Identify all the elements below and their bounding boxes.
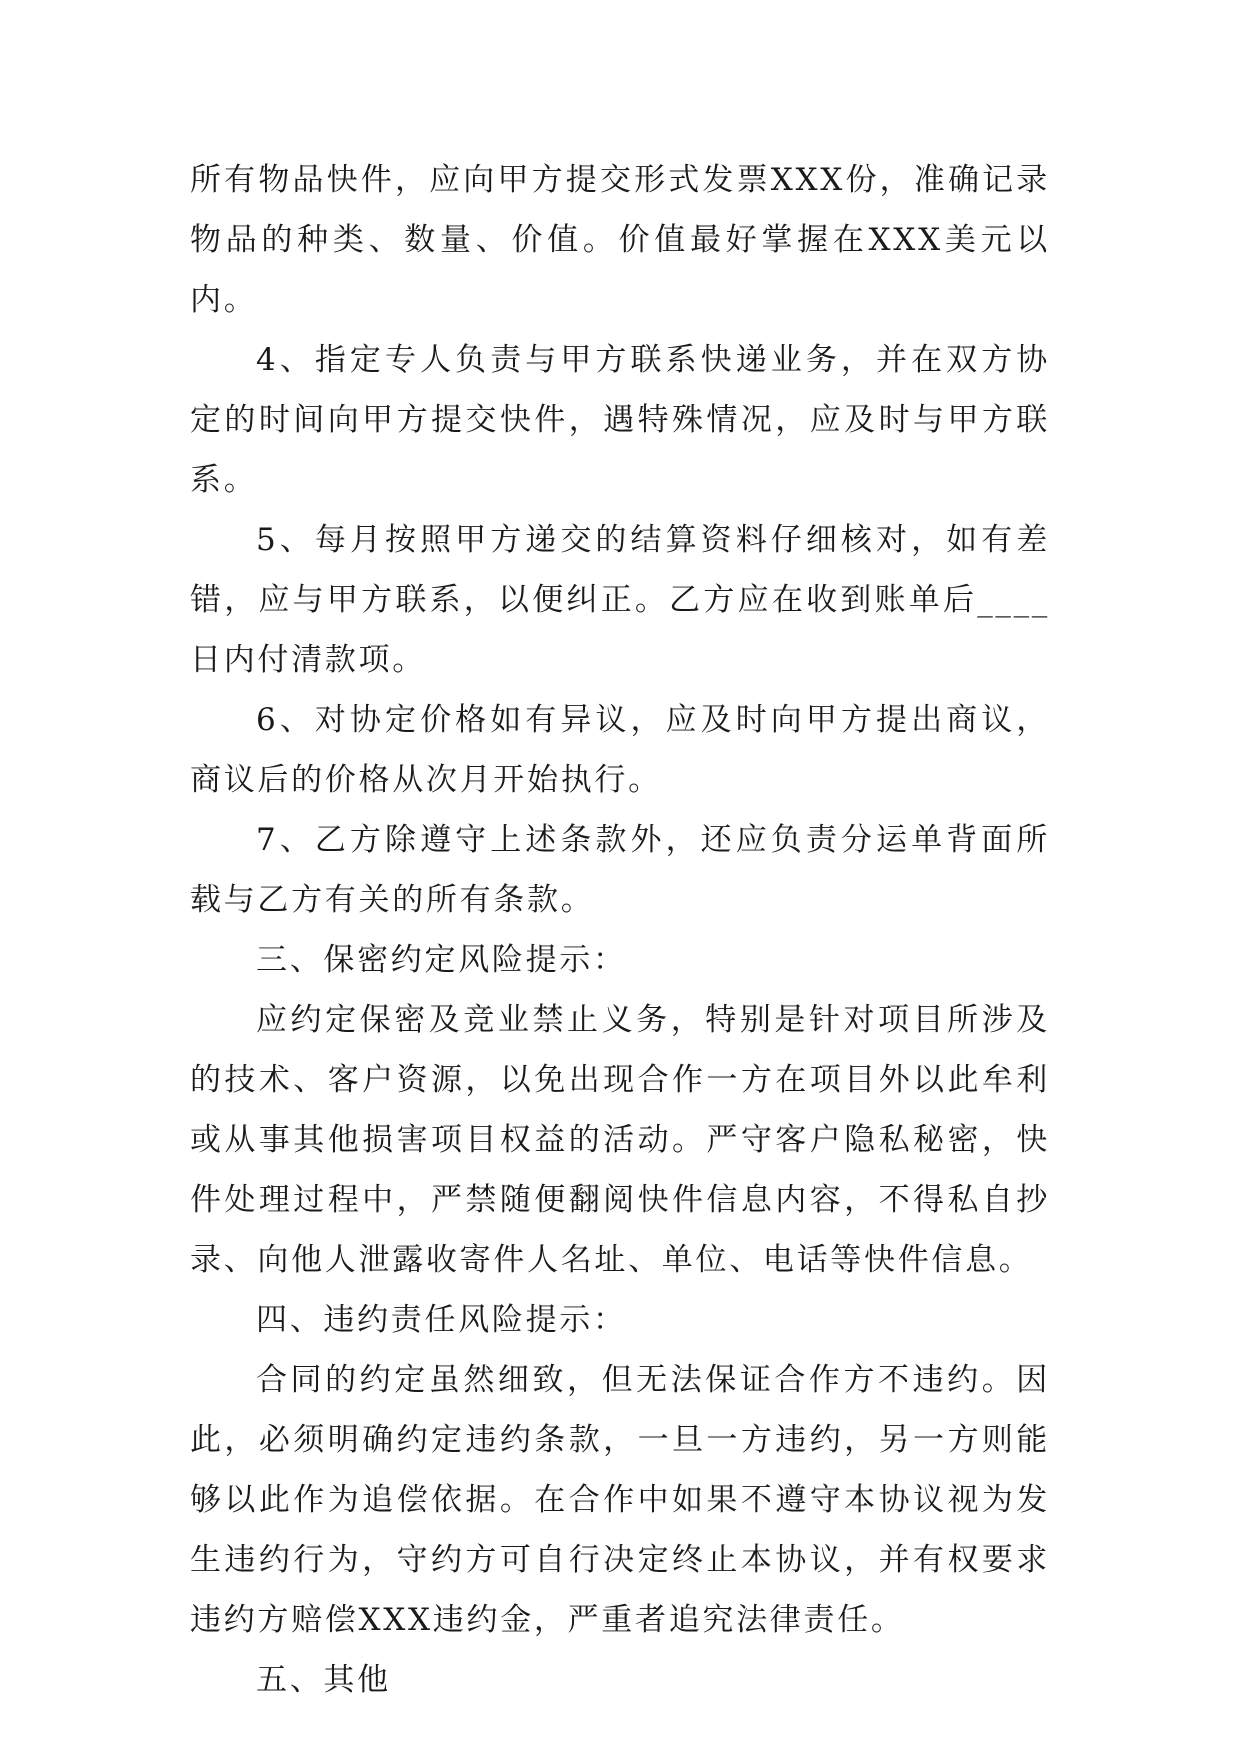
section-heading-liability: 四、违约责任风险提示： xyxy=(256,1302,627,1338)
paragraph-continuation: 所有物品快件，应向甲方提交形式发票XXX份，准确记录物品的种类、数量、价值。价值最好掌握在XXX美元以内。 xyxy=(190,162,1050,318)
clause-7: 7、乙方除遵守上述条款外，还应负责分运单背面所载与乙方有关的所有条款。 xyxy=(190,822,1050,918)
clause-5: 5、每月按照甲方递交的结算资料仔细核对，如有差错，应与甲方联系，以便纠正。乙方应在收到账单后____日内付清款项。 xyxy=(190,522,1050,678)
liability-paragraph: 合同的约定虽然细致，但无法保证合作方不违约。因此，必须明确约定违约条款，一旦一方违约，另一方则能够以此作为追偿依据。在合作中如果不遵守本协议视为发生违约行为，守约方可自行决定终止本协议，并有权要求违约方赔偿XXX违约金，严重者追究法律责任。 xyxy=(190,1362,1050,1638)
document-page xyxy=(190,150,1050,1710)
section-heading-confidentiality: 三、保密约定风险提示： xyxy=(256,942,627,978)
confidentiality-paragraph: 应约定保密及竞业禁止义务，特别是针对项目所涉及的技术、客户资源，以免出现合作一方在项目外以此牟利或从事其他损害项目权益的活动。严守客户隐私秘密，快件处理过程中，严禁随便翻阅快件信息内容，不得私自抄录、向他人泄露收寄件人名址、单位、电话等快件信息。 xyxy=(190,1002,1050,1278)
clause-4: 4、指定专人负责与甲方联系快递业务，并在双方协定的时间向甲方提交快件，遇特殊情况，应及时与甲方联系。 xyxy=(190,342,1050,498)
section-heading-other: 五、其他 xyxy=(256,1662,391,1698)
clause-6: 6、对协定价格如有异议，应及时向甲方提出商议，商议后的价格从次月开始执行。 xyxy=(190,702,1050,798)
